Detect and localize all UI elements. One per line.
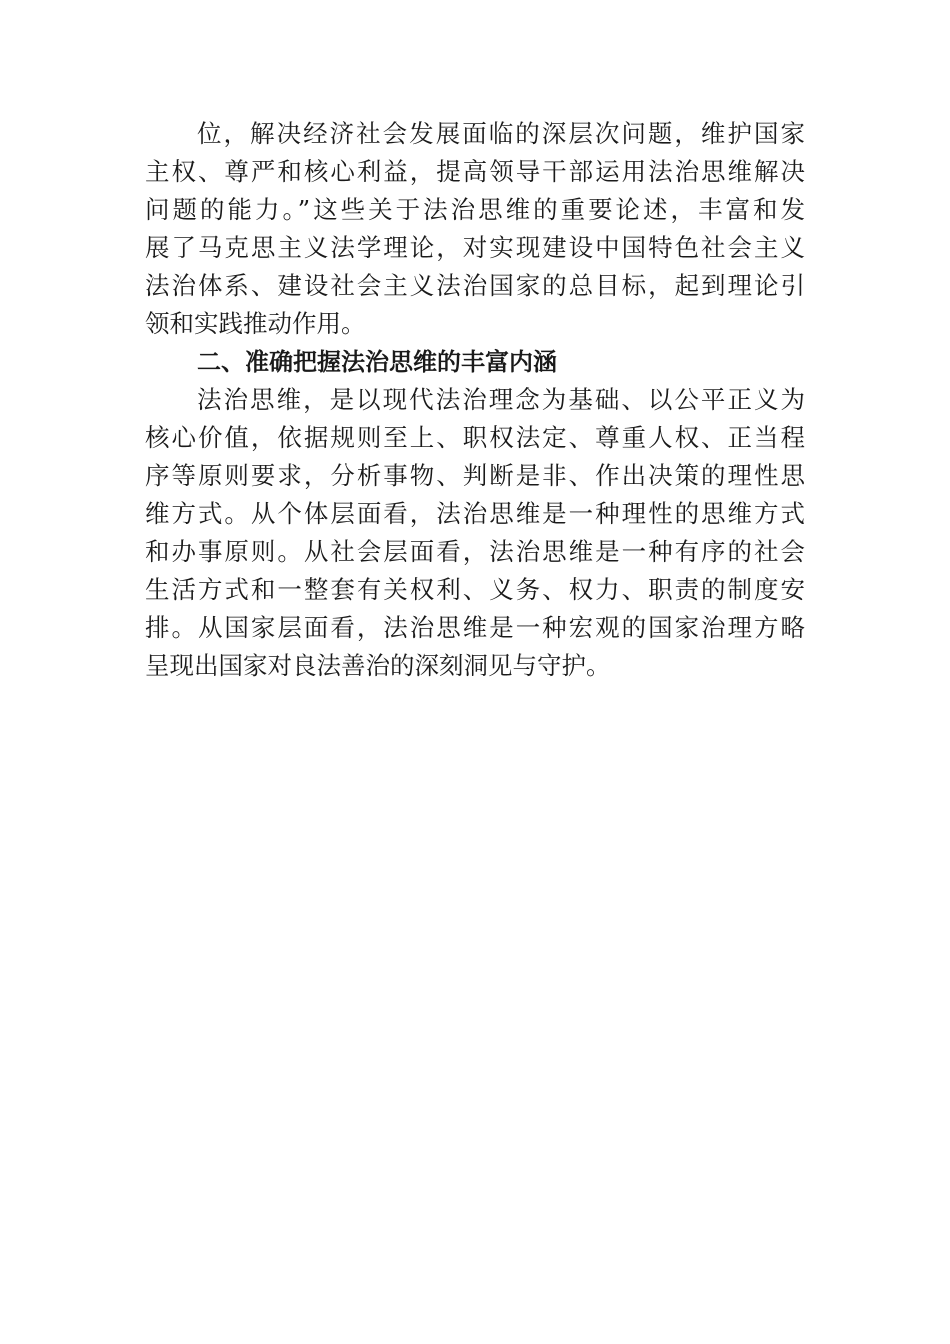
text-line: 和办事原则。从社会层面看，法治思维是一种有序的社会 xyxy=(145,537,805,566)
text-line: 问题的能力。”这些关于法治思维的重要论述，丰富和发 xyxy=(145,195,805,224)
text-line: 呈现出国家对良法善治的深刻洞见与守护。 xyxy=(145,651,611,680)
text-line: 主权、尊严和核心利益，提高领导干部运用法治思维解决 xyxy=(145,157,805,186)
text-line: 法治思维，是以现代法治理念为基础、以公平正义为 xyxy=(197,385,805,414)
text-line: 排。从国家层面看，法治思维是一种宏观的国家治理方略 xyxy=(145,613,805,642)
text-line: 法治体系、建设社会主义法治国家的总目标，起到理论引 xyxy=(145,271,805,300)
section-heading: 二、准确把握法治思维的丰富内涵 xyxy=(197,348,557,376)
text-line: 领和实践推动作用。 xyxy=(145,309,366,338)
text-line: 维方式。从个体层面看，法治思维是一种理性的思维方式 xyxy=(145,499,805,528)
paragraph-definition xyxy=(145,381,805,685)
text-line: 序等原则要求，分析事物、判断是非、作出决策的理性思 xyxy=(145,461,805,490)
paragraph-continuation xyxy=(145,115,805,343)
text-line: 位，解决经济社会发展面临的深层次问题，维护国家 xyxy=(197,119,805,148)
document-page xyxy=(145,115,805,685)
text-line: 展了马克思主义法学理论，对实现建设中国特色社会主义 xyxy=(145,233,805,262)
text-line: 核心价值，依据规则至上、职权法定、尊重人权、正当程 xyxy=(145,423,805,452)
text-line: 生活方式和一整套有关权利、义务、权力、职责的制度安 xyxy=(145,575,805,604)
